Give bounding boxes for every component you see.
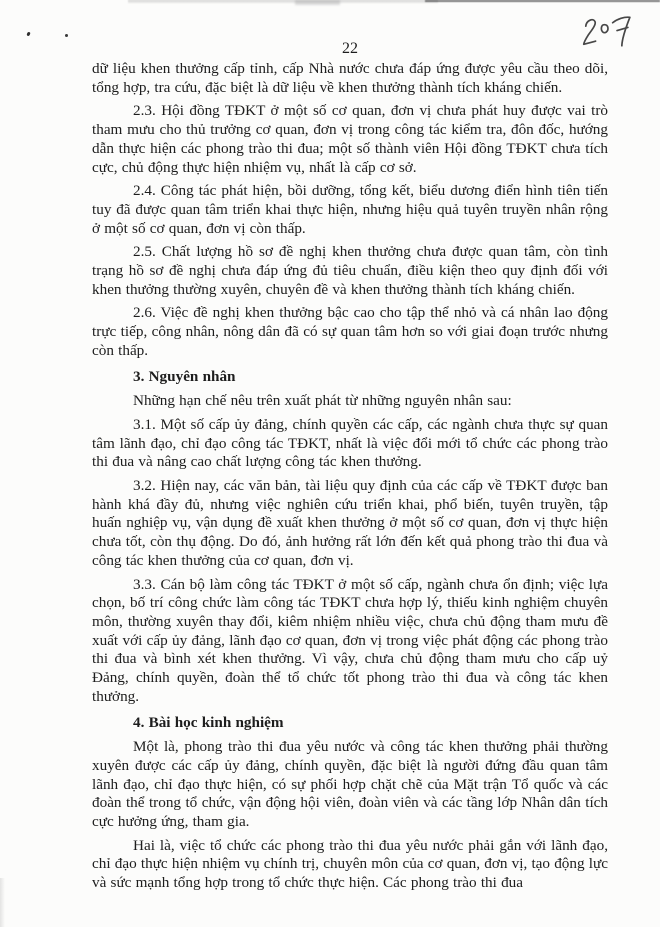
scan-artifact-bottom-edge (0, 878, 5, 927)
paragraph-2-3: 2.3. Hội đồng TĐKT ở một số cơ quan, đơn vị chưa phát huy được vai trò tham mưu cho thủ trưởng cơ quan, đơn vị trong công tác kiểm tra, đôn đốc, hướng dẫn thực hiện các phong trào thi đua; một số thành viên Hội đồng TĐKT chưa tích cực, chủ động thực hiện nhiệm vụ, nhất là cấp cơ sở. (92, 102, 608, 176)
paragraph-2-6: 2.6. Việc đề nghị khen thưởng bậc cao cho tập thể nhỏ và cá nhân lao động trực tiếp, công nhân, nông dân đã có sự quan tâm hơn so với giai đoạn trước nhưng còn thấp. (92, 304, 608, 359)
ink-speck (65, 34, 68, 37)
paragraph-nguyen-nhan-intro: Những hạn chế nêu trên xuất phát từ những nguyên nhân sau: (133, 392, 512, 410)
paragraph-3-3: 3.3. Cán bộ làm công tác TĐKT ở một số cấp, ngành chưa ổn định; việc lựa chọn, bố trí công chức làm công tác TĐKT chưa hợp lý, thiếu kinh nghiệm chuyên môn, thường xuyên thay đổi, kiêm nhiệm nhiều việc, chưa chủ động tham mưu đề xuất với cấp ủy đảng, lãnh đạo cơ quan, đơn vị trong việc phát động các phong trào thi đua và bình xét khen thưởng. Vì vậy, chưa chủ động tham mưu cho cấp uỷ Đảng, chính quyền, đoàn thể tổ chức tốt phong trào thi đua và công tác khen thưởng. (92, 575, 608, 705)
paragraph-3-2: 3.2. Hiện nay, các văn bản, tài liệu quy định của các cấp về TĐKT được ban hành khá đầy đủ, nhưng việc nghiên cứu triển khai, phổ biến, tuyên truyền, tập huấn nghiệp vụ, vận dụng đề xuất khen thưởng ở một số cơ quan, đơn vị thực hiện chưa tốt, còn thụ động. Do đó, ảnh hưởng rất lớn đến kết quả phong trào thi đua và công tác khen thưởng của cơ quan, đơn vị. (92, 477, 608, 569)
section-heading-3: 3. Nguyên nhân (133, 367, 236, 385)
continuation-paragraph: dữ liệu khen thưởng cấp tỉnh, cấp Nhà nước chưa đáp ứng được yêu cầu theo dõi, tổng hợp, tra cứu, đặc biệt là dữ liệu về khen thưởng thành tích kháng chiến. (92, 60, 608, 96)
paragraph-2-5: 2.5. Chất lượng hồ sơ đề nghị khen thưởng chưa được quan tâm, còn tình trạng hồ sơ đề nghị chưa đáp ứng đủ tiêu chuẩn, điều kiện theo quy định đối với khen thưởng thường xuyên, chuyên đề và khen thưởng thành tích kháng chiến. (92, 243, 608, 298)
scan-artifact-top-edge (128, 0, 438, 4)
scan-artifact-top-edge (295, 0, 340, 5)
page-number: 22 (342, 40, 358, 57)
paragraph-mot-la: Một là, phong trào thi đua yêu nước và công tác khen thưởng phải thường xuyên được các cấp ủy đảng, chính quyền, đặc biệt là người đứng đầu quan tâm lãnh đạo, chỉ đạo thực hiện, có sự phối hợp chặt chẽ của Mặt trận Tổ quốc và các đoàn thể trong tổ chức, vận động hội viên, đoàn viên và các tầng lớp Nhân dân tích cực hưởng ứng, tham gia. (92, 738, 608, 831)
document-text-block (92, 60, 608, 898)
scan-artifact-top-edge (425, 0, 660, 2)
section-heading-4: 4. Bài học kinh nghiệm (133, 713, 284, 731)
paragraph-hai-la: Hai là, việc tổ chức các phong trào thi đua yêu nước phải gắn với lãnh đạo, chỉ đạo thực hiện nhiệm vụ chính trị, chuyên môn của cơ quan, đơn vị, tạo động lực và sức mạnh tổng hợp trong tổ chức thực hiện. Các phong trào thi đua (92, 836, 608, 892)
paragraph-2-4: 2.4. Công tác phát hiện, bồi dưỡng, tổng kết, biểu dương điển hình tiên tiến tuy đã được quan tâm triển khai thực hiện, nhưng hiệu quả tuyên truyền nhân rộng ở một số cơ quan, đơn vị còn thấp. (92, 182, 608, 237)
paragraph-3-1: 3.1. Một số cấp ủy đảng, chính quyền các cấp, các ngành chưa thực sự quan tâm lãnh đạo, chỉ đạo công tác TĐKT, nhất là việc đổi mới tổ chức các phong trào thi đua và nâng cao chất lượng công tác khen thưởng. (92, 415, 608, 471)
ink-speck (26, 32, 30, 37)
